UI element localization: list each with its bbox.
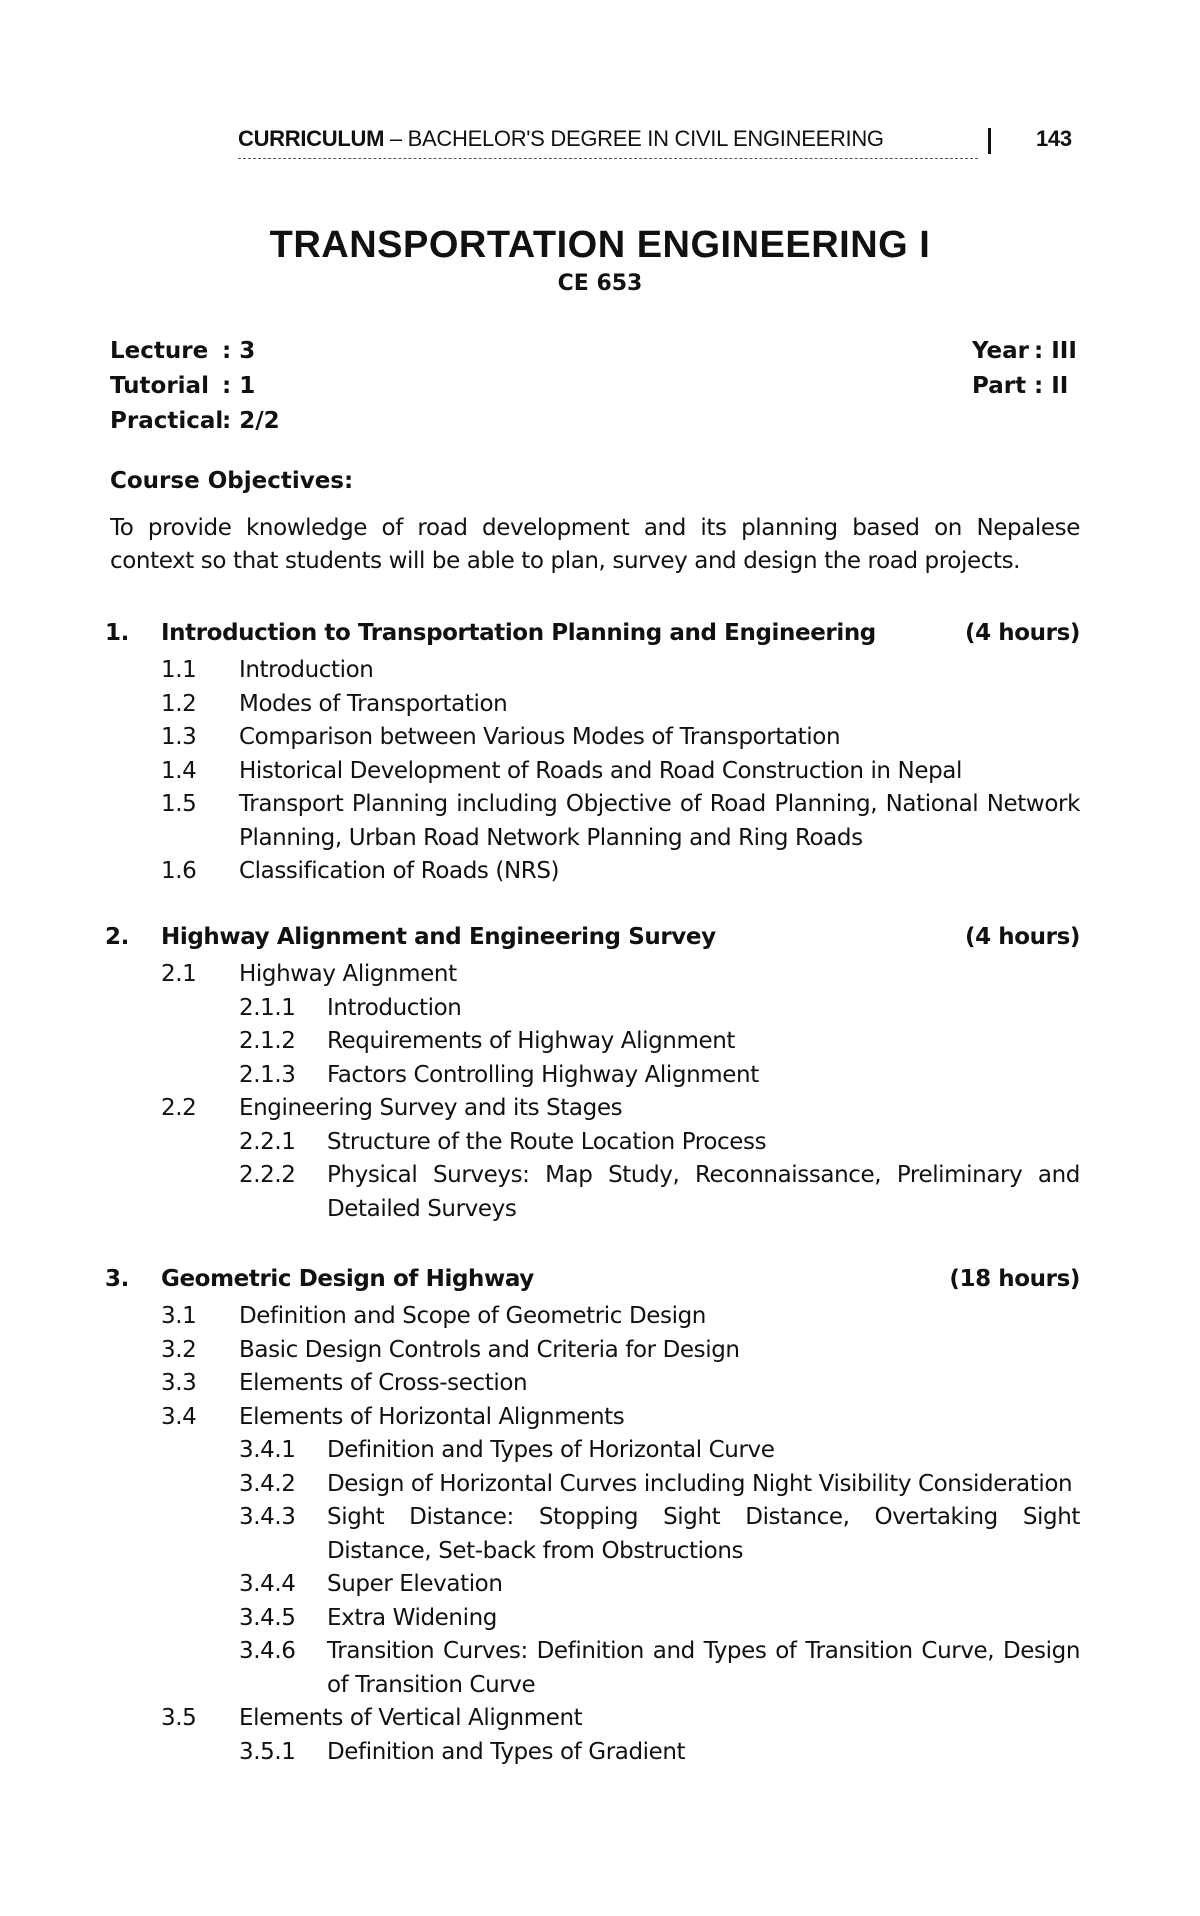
topic-number: 2.1.2 [239, 1028, 296, 1054]
hours-breakdown [110, 334, 280, 439]
topic-text: Definition and Scope of Geometric Design [239, 1303, 706, 1329]
topic-text: Transport Planning including Objective of Road Planning, National Network Planning, Urban Road Network Planning and Ring Roads [239, 791, 1080, 851]
topic-item [105, 654, 1080, 688]
running-header-bold: CURRICULUM [238, 126, 385, 151]
meta-value: : III [1034, 338, 1077, 364]
meta-label: Part [972, 373, 1027, 399]
meta-value: : II [1034, 373, 1069, 399]
topic-item [105, 788, 1080, 855]
topic-number: 3.1 [161, 1303, 197, 1329]
meta-value: : 1 [222, 373, 256, 399]
meta-label: Lecture [110, 338, 209, 364]
topic-number: 3.4.1 [239, 1437, 296, 1463]
topic-text: Classification of Roads (NRS) [239, 858, 560, 884]
topic-number: 3.4.5 [239, 1604, 296, 1631]
topic-number: 2.2 [161, 1095, 197, 1121]
section-number: 2. [105, 924, 129, 950]
meta-label: Practical [110, 408, 224, 434]
section-title: Geometric Design of Highway [161, 1266, 534, 1292]
section-title: Highway Alignment and Engineering Survey [161, 924, 716, 950]
topic-number: 3.4.6 [239, 1638, 296, 1664]
running-header [238, 126, 1088, 162]
topic-text: Comparison between Various Modes of Transportation [239, 724, 841, 750]
topic-text: Elements of Vertical Alignment [239, 1705, 583, 1731]
topic-text: Sight Distance: Stopping Sight Distance, Overtaking Sight Distance, Set-back from Obstructions [327, 1504, 1080, 1564]
year-part [972, 334, 1077, 404]
topic-number: 3.2 [161, 1336, 197, 1363]
section-hours: (4 hours) [964, 924, 1080, 950]
subtopic-item [105, 1025, 1080, 1059]
subtopic-item [105, 1468, 1080, 1502]
topic-text: Definition and Types of Horizontal Curve [327, 1437, 775, 1463]
meta-row-practical [110, 404, 280, 439]
topic-text: Super Elevation [327, 1571, 503, 1597]
meta-label: Tutorial [110, 373, 209, 399]
topic-number: 3.4.2 [239, 1470, 296, 1497]
topic-text: Physical Surveys: Map Study, Reconnaissance, Preliminary and Detailed Surveys [327, 1162, 1080, 1222]
topic-number: 1.2 [161, 690, 197, 717]
topic-item [105, 855, 1080, 889]
topic-text: Elements of Horizontal Alignments [239, 1403, 625, 1430]
subtopic-item [105, 1434, 1080, 1468]
topic-item [105, 1367, 1080, 1401]
topic-number: 1.1 [161, 657, 197, 683]
meta-value: : 2/2 [222, 408, 280, 434]
subtopic-item [105, 1635, 1080, 1702]
topic-item [105, 721, 1080, 755]
topic-item [105, 688, 1080, 722]
meta-label: Year [972, 338, 1030, 364]
page-number: 143 [1036, 126, 1072, 151]
topic-item [105, 1401, 1080, 1435]
topic-number: 3.4.3 [239, 1504, 296, 1530]
topic-text: Basic Design Controls and Criteria for Design [239, 1336, 740, 1363]
topic-text: Introduction [239, 657, 374, 683]
meta-value: : 3 [222, 338, 256, 364]
section-hours: (4 hours) [964, 620, 1080, 646]
topic-number: 1.5 [161, 791, 197, 817]
section-heading [105, 616, 1080, 650]
topic-text: Definition and Types of Gradient [327, 1738, 686, 1765]
meta-row-part [972, 369, 1077, 404]
topic-number: 3.4 [161, 1403, 197, 1430]
running-header-rest: – BACHELOR'S DEGREE IN CIVIL ENGINEERING [384, 126, 884, 151]
topic-text: Extra Widening [327, 1604, 497, 1631]
section-number: 1. [105, 620, 129, 646]
topic-number: 1.3 [161, 724, 197, 750]
topic-list [105, 958, 1080, 1226]
topic-number: 3.4.4 [239, 1571, 296, 1597]
syllabus-section [105, 1262, 1080, 1769]
meta-row-year [972, 334, 1077, 369]
syllabus-section [105, 920, 1080, 1226]
objectives-heading: Course Objectives: [110, 468, 354, 494]
topic-item [105, 755, 1080, 789]
topic-item [105, 1334, 1080, 1368]
section-heading [105, 1262, 1080, 1296]
running-header-separator [988, 128, 991, 154]
subtopic-item [105, 1602, 1080, 1636]
running-header-title [238, 126, 884, 152]
topic-list [105, 654, 1080, 889]
syllabus-section [105, 616, 1080, 889]
subtopic-item [105, 1568, 1080, 1602]
topic-number: 2.2.2 [239, 1162, 296, 1188]
topic-text: Historical Development of Roads and Road Construction in Nepal [239, 757, 962, 784]
section-hours: (18 hours) [949, 1266, 1080, 1292]
topic-list [105, 1300, 1080, 1769]
topic-number: 1.4 [161, 757, 197, 784]
topic-text: Introduction [327, 994, 462, 1021]
meta-row-tutorial [110, 369, 280, 404]
topic-item [105, 1300, 1080, 1334]
subtopic-item [105, 1501, 1080, 1568]
topic-text: Engineering Survey and its Stages [239, 1095, 623, 1121]
subtopic-item [105, 1126, 1080, 1160]
topic-number: 3.5.1 [239, 1738, 296, 1765]
course-code: CE 653 [557, 271, 643, 296]
topic-number: 1.6 [161, 858, 197, 884]
topic-number: 2.1 [161, 961, 197, 987]
topic-item [105, 1092, 1080, 1126]
topic-text: Factors Controlling Highway Alignment [327, 1061, 759, 1088]
subtopic-item [105, 1159, 1080, 1226]
topic-number: 3.3 [161, 1370, 197, 1396]
running-header-rule [238, 158, 978, 160]
course-title: TRANSPORTATION ENGINEERING I [269, 224, 931, 266]
topic-item [105, 958, 1080, 992]
topic-text: Structure of the Route Location Process [327, 1128, 767, 1155]
subtopic-item [105, 1736, 1080, 1770]
topic-text: Highway Alignment [239, 961, 457, 987]
objectives-text: To provide knowledge of road development and its planning based on Nepalese context so that students will be able to plan, survey and design the road projects. [110, 515, 1080, 574]
topic-text: Elements of Cross-section [239, 1370, 528, 1396]
section-heading [105, 920, 1080, 954]
topic-number: 2.1.3 [239, 1061, 296, 1088]
topic-text: Design of Horizontal Curves including Night Visibility Consideration [327, 1470, 1073, 1497]
topic-text: Modes of Transportation [239, 690, 508, 717]
topic-number: 3.5 [161, 1705, 197, 1731]
topic-text: Requirements of Highway Alignment [327, 1028, 736, 1054]
section-title: Introduction to Transportation Planning and Engineering [161, 620, 876, 646]
meta-row-lecture [110, 334, 280, 369]
subtopic-item [105, 992, 1080, 1026]
topic-text: Transition Curves: Definition and Types of Transition Curve, Design of Transition Curve [327, 1638, 1080, 1698]
topic-number: 2.1.1 [239, 994, 296, 1021]
topic-item [105, 1702, 1080, 1736]
subtopic-item [105, 1059, 1080, 1093]
section-number: 3. [105, 1266, 129, 1292]
topic-number: 2.2.1 [239, 1128, 296, 1155]
